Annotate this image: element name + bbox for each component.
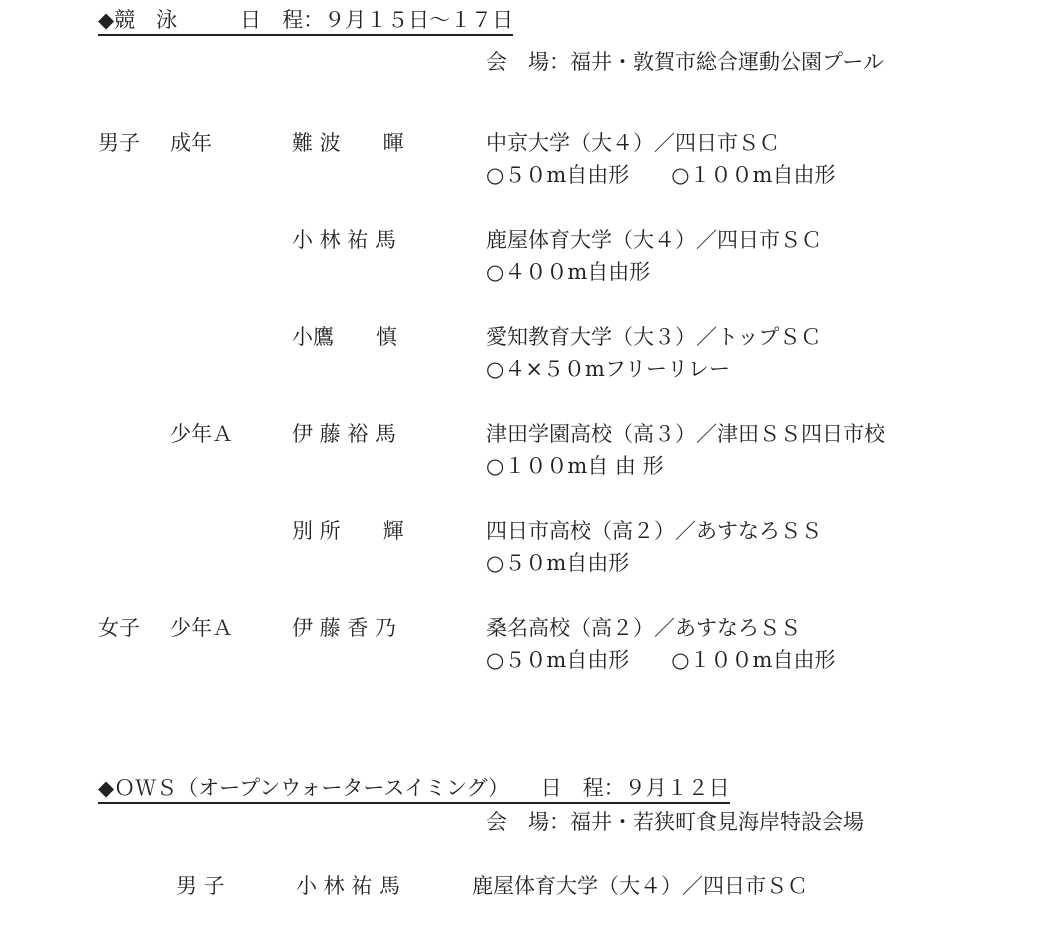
entry-gender: 男子 [98,131,140,155]
entry-events: ○４×５０mフリーリレー [486,357,730,381]
entry-category: 少年Ａ [170,422,233,446]
ows-entry-gender: 男 子 [176,874,225,898]
entry-gender: 女子 [98,616,140,640]
entry-name: 小 林 祐 馬 [292,228,397,252]
entry-name: 別 所 輝 [292,519,404,543]
entry-affiliation: 四日市高校（高２）／あすなろＳＳ [486,519,822,543]
swimming-heading: ◆競 泳 日 程：９月１５日～１７日 [98,10,513,36]
swimming-venue: 会 場：福井・敦賀市総合運動公園プール [486,50,884,74]
entry-events: ○５０m自由形 ○１００m自由形 [486,648,836,672]
entry-name: 伊 藤 裕 馬 [292,422,397,446]
entry-events: ○５０m自由形 ○１００m自由形 [486,163,836,187]
entry-events: ○５０m自由形 [486,551,630,575]
entry-affiliation: 鹿屋体育大学（大４）／四日市ＳＣ [486,228,822,252]
ows-venue: 会 場：福井・若狭町食見海岸特設会場 [486,810,864,834]
ows-heading: ◆ＯＷＳ（オープンウォータースイミング） 日 程：９月１２日 [98,778,730,804]
entry-events: ○１００m自 由 形 [486,454,664,478]
entry-name: 伊 藤 香 乃 [292,616,397,640]
ows-entry-name: 小 林 祐 馬 [296,874,401,898]
ows-entry-affiliation: 鹿屋体育大学（大４）／四日市ＳＣ [472,874,808,898]
entry-events: ○４００m自由形 [486,260,651,284]
entry-affiliation: 津田学園高校（高３）／津田ＳＳ四日市校 [486,422,885,446]
entry-name: 小鷹 慎 [292,325,397,349]
entry-affiliation: 愛知教育大学（大３）／トップＳＣ [486,325,822,349]
entry-category: 成年 [170,131,212,155]
entry-category: 少年Ａ [170,616,233,640]
entry-affiliation: 桑名高校（高２）／あすなろＳＳ [486,616,801,640]
entry-name: 難 波 暉 [292,131,404,155]
entry-affiliation: 中京大学（大４）／四日市ＳＣ [486,131,780,155]
